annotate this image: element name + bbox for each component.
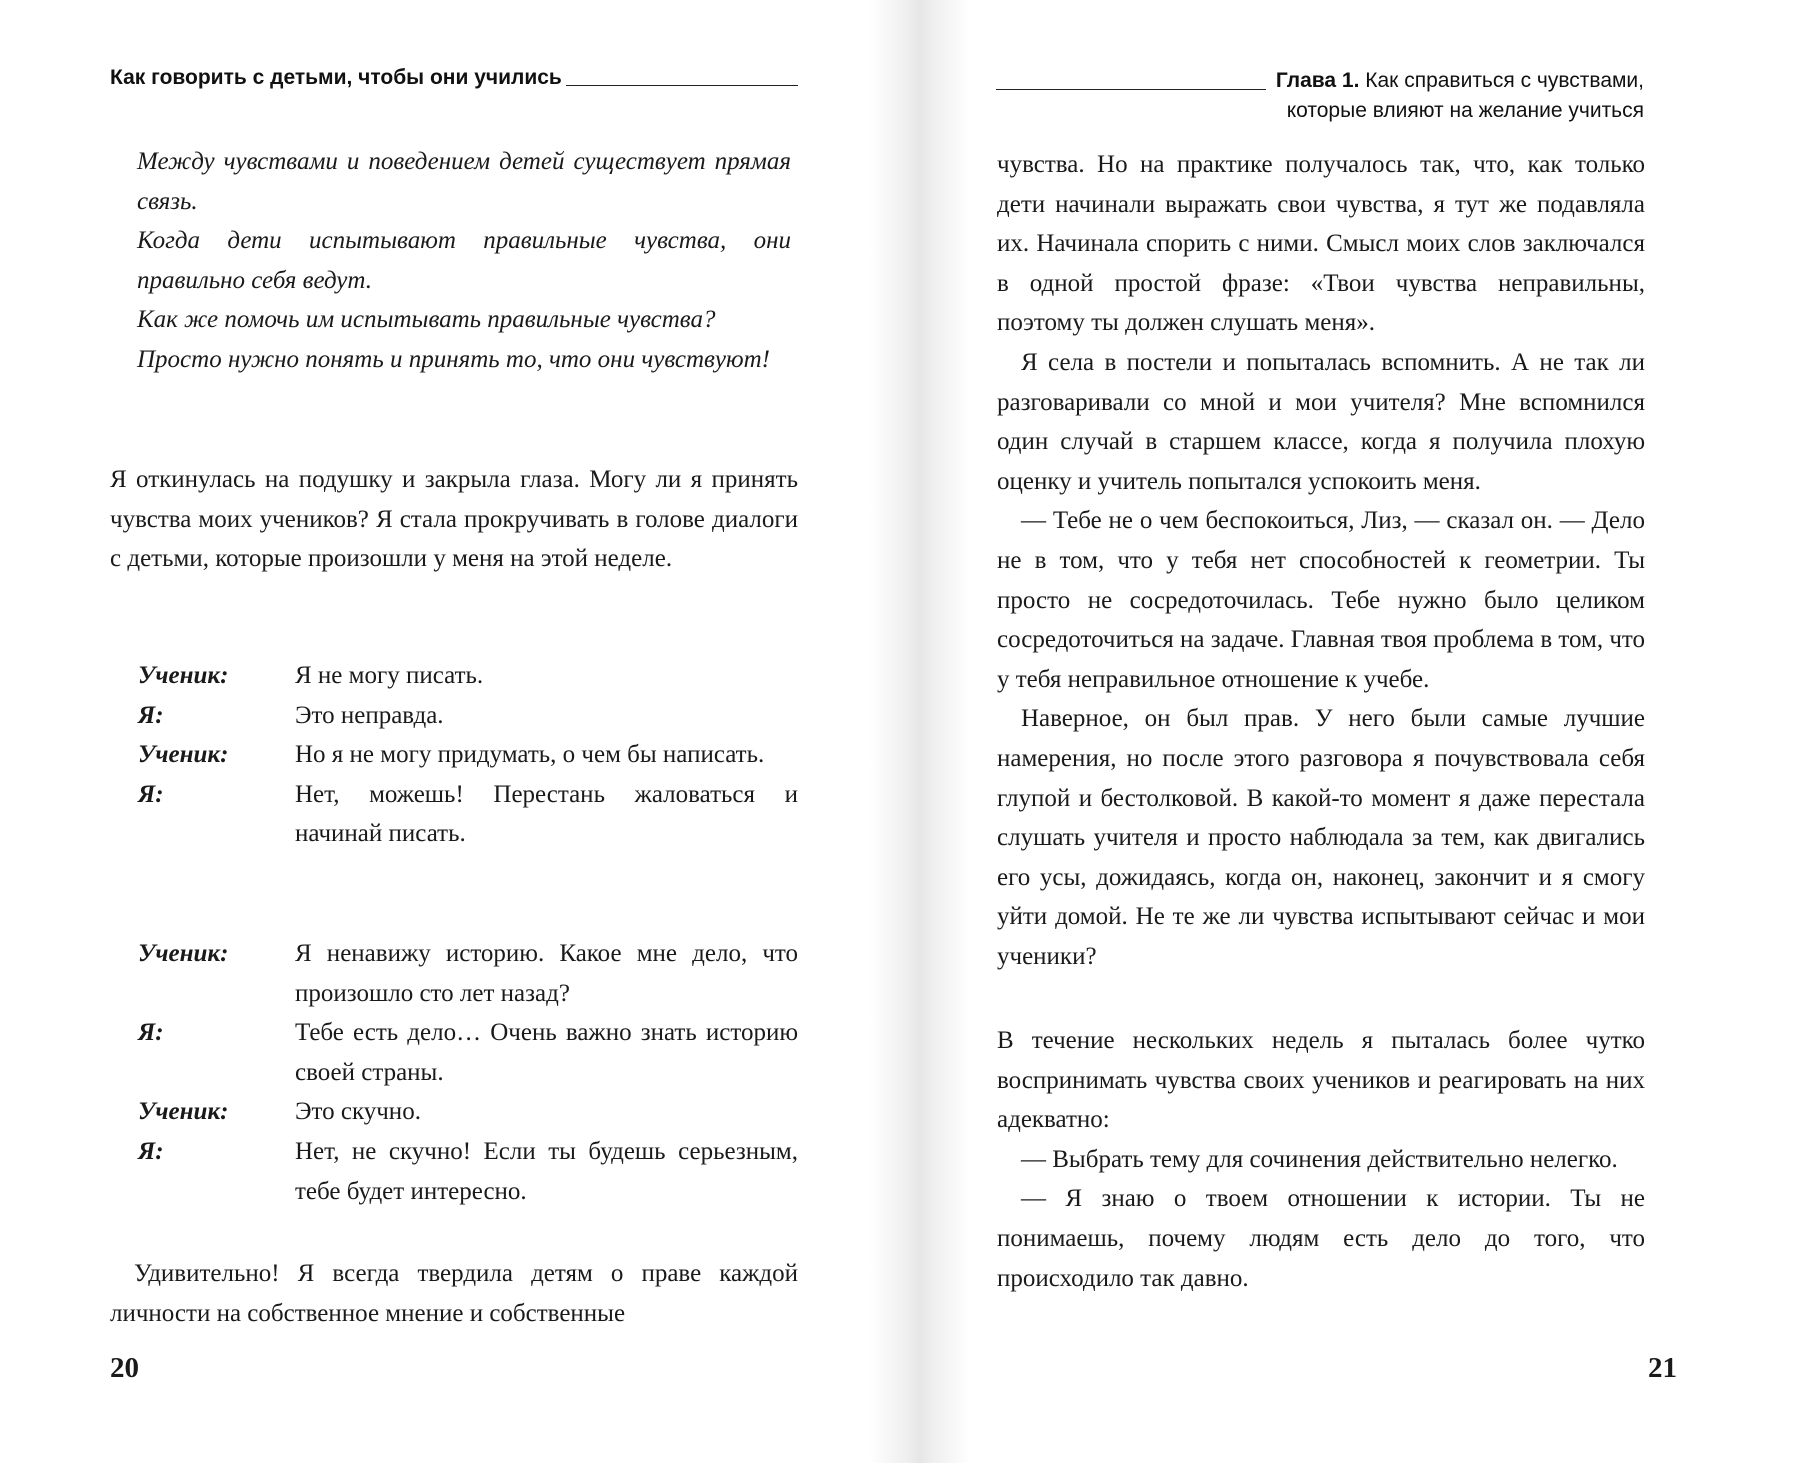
paragraph-text: В течение нескольких недель я пыталась более чутко воспринимать чувства своих учеников и реагировать на них адекватно: (997, 1027, 1645, 1134)
dialog-line: Я не могу писать. (295, 662, 484, 689)
dialog-line: Нет, не скучно! Если ты будешь серьезным, тебе будет интересно. (295, 1137, 798, 1205)
left-page (0, 0, 880, 1463)
dialog-speaker: Я: (138, 780, 164, 808)
paragraph (110, 1254, 798, 1333)
dialog-speaker: Ученик: (138, 1098, 229, 1126)
dialog-line: Нет, можешь! Перестань жаловаться и начинай писать. (295, 780, 798, 848)
dialog-row (138, 656, 798, 696)
header-rule (996, 89, 1266, 90)
dialog-row (138, 696, 798, 736)
dialog-row (138, 1092, 798, 1132)
dialog-block (138, 934, 798, 1211)
running-head-right (996, 66, 1644, 126)
dialog-line: Это скучно. (295, 1098, 421, 1126)
right-page (960, 0, 1800, 1463)
dialog-line: Я ненавижу историю. Какое мне дело, что произошло сто лет назад? (295, 940, 798, 1007)
dialog-speaker: Ученик: (138, 662, 229, 689)
dialog-line: Но я не могу придумать, о чем бы написать. (295, 741, 765, 769)
dialog-speaker: Ученик: (138, 940, 229, 967)
page-number: 21 (1648, 1352, 1677, 1384)
paragraph-text: — Я знаю о твоем отношении к истории. Ты не понимаешь, почему людям есть дело до того, что происходило так давно. (997, 1185, 1645, 1292)
dialog-speaker: Я: (138, 1019, 164, 1047)
dialog-row (138, 735, 798, 775)
paragraph (110, 460, 798, 579)
dialog-row (138, 1132, 798, 1211)
dialog-speaker: Я: (138, 701, 164, 729)
dialog-line: Это неправда. (295, 701, 444, 729)
epigraph-line: Когда дети испытывают правильные чувства, они правильно себя ведут. (137, 227, 791, 294)
epigraph-line: Как же помочь им испытывать правильные чувства? (137, 306, 716, 334)
header-rule (566, 85, 798, 86)
dialog-row (138, 1013, 798, 1092)
running-head-line (996, 66, 1644, 96)
dialog-speaker: Я: (138, 1137, 164, 1165)
epigraph-line: Между чувствами и поведением детей существует прямая связь. (137, 148, 791, 215)
dialog-block (138, 656, 798, 854)
running-head-left (110, 66, 798, 90)
dialog-speaker: Ученик: (138, 741, 229, 769)
paragraph-text: — Выбрать тему для сочинения действительно нелегко. (1021, 1145, 1618, 1173)
paragraph-text: Я села в постели и попыталась вспомнить. А не так ли разговаривали со мной и мои учителя? Мне вспомнился один случай в старшем классе, когда я получила плохую оценку и учитель попытался успокоить меня. (997, 348, 1645, 495)
book-title: Как говорить с детьми, чтобы они учились (110, 66, 562, 89)
book-gutter (870, 0, 970, 1463)
paragraph-text: Наверное, он был прав. У него были самые лучшие намерения, но после этого разговора я почувствовала себя глупой и бестолковой. В какой-то момент я даже перестала слушать учителя и просто наблюдала за тем, как двигались его усы, дожидаясь, когда он, наконец, закончит и я смогу уйти домой. Не те же ли чувства испытывают сейчас и мои ученики? (997, 705, 1645, 970)
dialog-row (138, 934, 798, 1013)
dialog-line: Тебе есть дело… Очень важно знать историю своей страны. (295, 1019, 798, 1086)
epigraph-line: Просто нужно понять и принять то, что они чувствуют! (137, 345, 770, 373)
chapter-title-cont: которые влияют на желание учиться (1286, 99, 1644, 122)
chapter-title: Как справиться с чувствами, (1365, 69, 1644, 92)
paragraph-text: Я откинулась на подушку и закрыла глаза. Могу ли я принять чувства моих учеников? Я стала прокручивать в голове диалоги с детьми, которые произошли у меня на этой неделе. (110, 466, 798, 573)
paragraph-text: — Тебе не о чем беспокоиться, Лиз, — сказал он. — Дело не в том, что у тебя нет способностей к геометрии. Ты просто не сосредоточилась. Тебе нужно было целиком сосредоточиться на задаче. Главная твоя проблема в том, что у тебя неправильное отношение к учебе. (997, 507, 1645, 693)
paragraph-text: чувства. Но на практике получалось так, что, как только дети начинали выражать свои чувства, я тут же подавляла их. Начинала спорить с ними. Смысл моих слов заключался в одной простой фразе: «Твои чувства неправильны, поэтому ты должен слушать меня». (997, 151, 1645, 337)
dialog-row (138, 775, 798, 854)
paragraph-text: Удивительно! Я всегда твердила детям о праве каждой личности на собственное мнение и собственные (110, 1260, 798, 1327)
text-block (997, 1021, 1645, 1298)
epigraph (137, 142, 791, 380)
text-block (997, 145, 1645, 976)
chapter-label: Глава 1. (1275, 69, 1360, 92)
page-number: 20 (110, 1352, 139, 1384)
